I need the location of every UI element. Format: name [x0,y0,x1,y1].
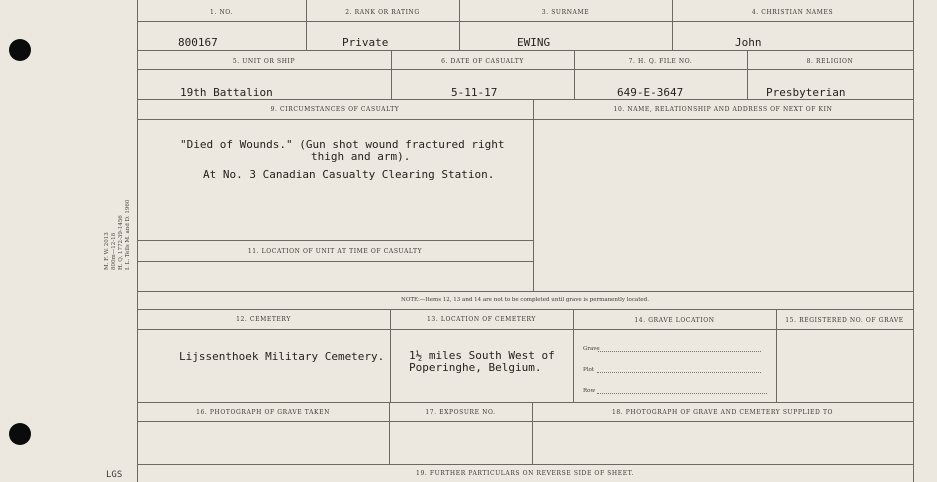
casualty-card: M. F. W. 2013 800m—12-18 H. Q. 1772-39-1456 I. L. Tells M. and D. 1960 LGS 1. NO. 2. RANK OR RATING 3. SURNAME 4. CHRISTIAN NAMES 800167 Private EWING John 5. UNIT OR SHIP 6. DATE OF CASUALTY 7. H. Q. FILE NO. 8. RELIGION 19th Battalion 5-11-17 649-E-3647 Presbyterian 9. CIRCUMSTANCES OF CASUALTY 10. NAME, RELATIONSHIP AND ADDRESS OF NEXT OF KIN "Died of Wounds." (Gun shot wound fractured right thigh and arm). At No. 3 Canadian Casualty Clearing Station. 11. LOCATION OF UNIT AT TIME OF CASUALTY NOTE:—Items 12, 13 and 14 are not to be completed until grave is permanently located. 12. CEMETERY 13. LOCATION OF CEMETERY 14. GRAVE LOCATION 15. REGISTERED NO. OF GRAVE Lijssenthoek Military Cemetery. 1½ miles South West of Poperinghe, Belgium. Grave Plot Row 16. PHOTOGRAPH OF GRAVE TAKEN 17. EXPOSURE NO. 18. PHOTOGRAPH OF GRAVE AND CEMETERY SUPPLIED TO 19. FURTHER PARTICULARS ON REVERSE SIDE OF SHEET. [0,0,937,482]
value-location-line-1: 1½ miles South West of [409,349,555,362]
value-religion: Presbyterian [766,86,846,99]
header-grave-location: 14. GRAVE LOCATION [634,317,715,324]
value-date: 5-11-17 [451,86,498,99]
header-christian-names: 4. CHRISTIAN NAMES [751,9,834,16]
header-religion: 8. RELIGION [806,58,854,65]
header-location-of-unit: 11. LOCATION OF UNIT AT TIME OF CASUALTY [247,248,423,255]
note-text: NOTE:—Items 12, 13 and 14 are not to be completed until grave is permanently located. [401,297,649,303]
header-location-of-cemetery: 13. LOCATION OF CEMETERY [427,316,536,323]
header-photo-taken: 16. PHOTOGRAPH OF GRAVE TAKEN [196,409,330,416]
header-no: 1. NO. [210,9,233,16]
label-row: Row [583,388,596,394]
label-grave: Grave [583,346,600,352]
value-surname: EWING [517,36,551,49]
header-hq-file: 7. H. Q. FILE NO. [628,58,693,65]
header-cemetery: 12. CEMETERY [236,316,291,323]
circumstances-line-3: At No. 3 Canadian Casualty Clearing Station. [203,168,495,181]
value-rank: Private [342,36,389,49]
header-registered-no: 15. REGISTERED NO. OF GRAVE [785,317,904,324]
circumstances-line-2: thigh and arm). [311,150,411,163]
header-unit: 5. UNIT OR SHIP [232,58,296,65]
punch-hole-bottom [9,423,31,445]
value-no: 800167 [178,36,218,49]
value-christian-names: John [735,36,762,49]
header-circumstances: 9. CIRCUMSTANCES OF CASUALTY [270,106,400,113]
value-unit: 19th Battalion [180,86,273,99]
value-location-line-2: Poperinghe, Belgium. [409,361,542,374]
value-cemetery: Lijssenthoek Military Cemetery. [179,350,385,363]
circumstances-line-1: "Died of Wounds." (Gun shot wound fractured right [180,138,505,151]
header-further-particulars: 19. FURTHER PARTICULARS ON REVERSE SIDE OF SHEET. [416,470,634,477]
footer-code: LGS [106,470,123,480]
header-exposure-no: 17. EXPOSURE NO. [425,409,496,416]
punch-hole-top [9,39,31,61]
header-next-of-kin: 10. NAME, RELATIONSHIP AND ADDRESS OF NEXT OF KIN [613,106,833,113]
label-plot: Plot [583,367,594,373]
header-photo-supplied: 18. PHOTOGRAPH OF GRAVE AND CEMETERY SUPPLIED TO [611,409,834,416]
value-hq-file: 649-E-3647 [617,86,684,99]
header-rank: 2. RANK OR RATING [345,9,420,16]
header-date: 6. DATE OF CASUALTY [441,58,524,65]
header-surname: 3. SURNAME [541,9,590,16]
